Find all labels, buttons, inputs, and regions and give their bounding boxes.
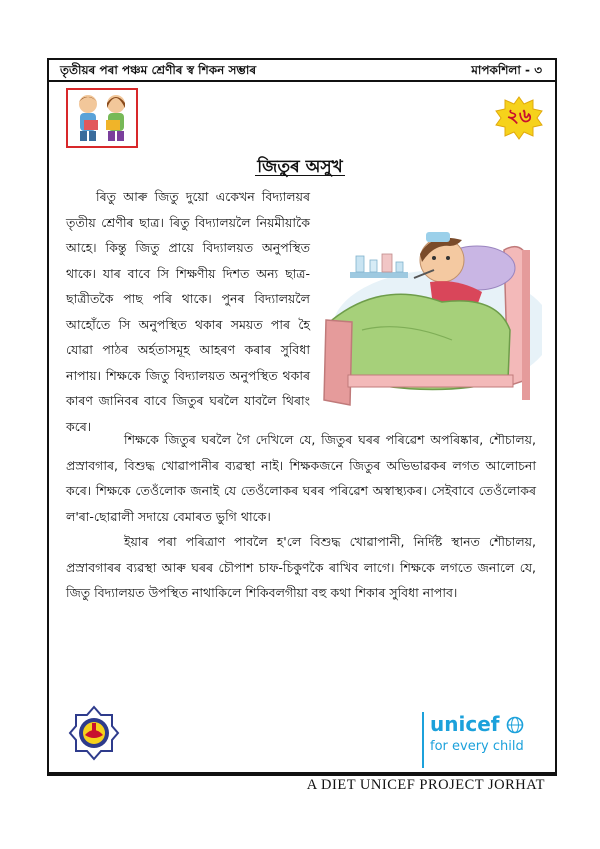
unicef-tagline: for every child [430, 739, 524, 754]
story-paragraph-2: ইয়াৰ পৰা পৰিত্ৰাণ পাবলৈ হ'লে বিশুদ্ধ খোৱাপানী, নিৰ্দিষ্ট স্থানত শৌচালয়, প্ৰস্ৰাবগাৰৰ ব্যৱস্থা আৰু ঘৰৰ চৌপাশ চাফ-চিকুণকৈ ৰাখিব লাগে। শিক্ষকে লগতে জনালে যে, জিতু বিদ্যালয়ত উপস্থিত নাথাকিলে শিকিবলগীয়া বহু কথা শিকাৰ সুবিধা নাপাব। [66, 534, 536, 600]
story-paragraph-1: শিক্ষকে জিতুৰ ঘৰলৈ গৈ দেখিলে যে, জিতুৰ ঘৰৰ পৰিৱেশ অপৰিষ্কাৰ, শৌচালয়, প্ৰস্ৰাবগাৰ, বিশুদ্ধ খোৱাপানীৰ ব্যৱস্থা নাই। শিক্ষকজনে জিতুৰ অভিভাৱকৰ লগত আলোচনা কৰে। শিক্ষকে তেওঁলোক জনাই যে তেওঁলোকৰ ঘৰৰ পৰিৱেশ অস্বাস্থ্যকৰ। সেইবাবে তেওঁলোকৰ ল'ৰা-ছোৱালী সদায়ে বেমাৰত ভুগি থাকে। [66, 432, 536, 524]
page-number-badge [494, 96, 544, 140]
title-underline [255, 175, 345, 176]
reading-kids-icon [66, 88, 138, 148]
footer-project-text: A DIET UNICEF PROJECT JORHAT [306, 777, 545, 793]
story-intro-paragraph: ৰিতু আৰু জিতু দুয়ো একেখন বিদ্যালয়ৰ তৃতীয় শ্ৰেণীৰ ছাত্ৰ। ৰিতু বিদ্যালয়লৈ নিয়মীয়াকৈ আহে। কিন্তু জিতু প্ৰায়ে বিদ্যালয়ত অনুপস্থিত থাকে। যাৰ বাবে সি শিক্ষণীয় দিশত অন্য ছাত্ৰ-ছাত্ৰীতকৈ পাছ পৰি থাকে। পুনৰ বিদ্যালয়লৈ আহোঁতে সি অনুপস্থিত থকাৰ সময়ত পাৰ হৈ যোৱা পাঠৰ অৰ্হতাসমূহ আহৰণ কৰাৰ সুবিধা নাপায়। শিক্ষকে জিতু বিদ্যালয়ত অনুপস্থিত থকাৰ কাৰণ জানিবৰ বাবে জিতুৰ ঘৰলৈ যাবলৈ থিৰাং কৰে। [66, 189, 310, 434]
diet-emblem-icon [68, 705, 120, 765]
story-title: জিতুৰ অসুখ [257, 157, 343, 177]
unicef-wordmark: unicef [430, 712, 500, 736]
sick-boy-in-bed-illustration [322, 210, 542, 415]
header-level-label: মাপকশিলা - ৩ [471, 63, 542, 77]
unicef-logo-text [430, 712, 540, 736]
unicef-globe-icon [506, 716, 524, 734]
footer-divider [47, 774, 557, 776]
badge-number: ২৬ [506, 105, 532, 127]
unicef-logo-block [422, 712, 540, 768]
header-series-title: তৃতীয়ৰ পৰা পঞ্চম শ্ৰেণীৰ স্ব শিকন সম্ভাৰ [60, 63, 257, 77]
